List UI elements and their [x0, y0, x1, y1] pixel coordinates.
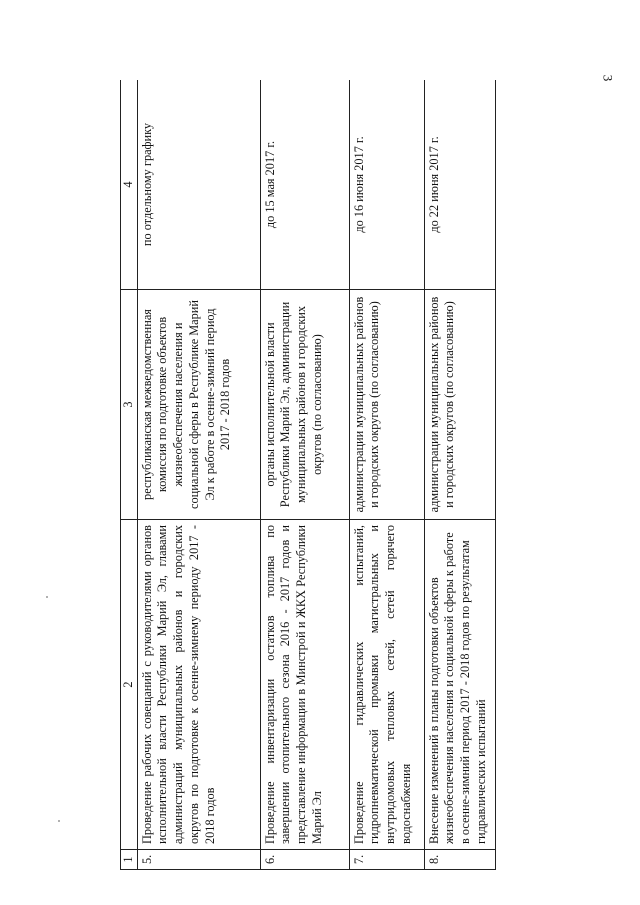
- table-row: [424, 80, 495, 870]
- table-row: [137, 80, 260, 870]
- row-deadline: до 16 июня 2017 г.: [349, 80, 424, 290]
- row-deadline: до 22 июня 2017 г.: [424, 80, 495, 290]
- row-responsible: республиканская межведомственная комиссия по подготовке объектов жизнеобеспечения населения и социальной сферы в Республике Марий Эл к работе в осенне-зимний период 2017 - 2018 годов: [137, 290, 260, 520]
- row-number: 6.: [260, 850, 349, 870]
- column-header-responsible: 3: [121, 290, 138, 520]
- page-number: 3: [599, 74, 615, 82]
- measures-table: [120, 80, 496, 870]
- row-number: 5.: [137, 850, 260, 870]
- row-measure: Проведение гидравлических испытаний, гидропневматической промывки магистральных и внутридомовых тепловых сетей, сетей горячего водоснабжения: [349, 520, 424, 850]
- rotated-content: [120, 80, 520, 870]
- table-row: [349, 80, 424, 870]
- row-number: 7.: [349, 850, 424, 870]
- row-responsible: администрации муниципальных районов и городских округов (по согласованию): [424, 290, 495, 520]
- table-row: [260, 80, 349, 870]
- row-measure: Внесение изменений в планы подготовки объектов жизнеобеспечения населения и социальной сферы к работе в осенне-зимний период 2017 - 2018 годов по результатам гидравлических испытаний: [424, 520, 495, 850]
- row-number: 8.: [424, 850, 495, 870]
- column-header-number: 1: [121, 850, 138, 870]
- rotated-table-sheet: [120, 80, 520, 870]
- row-responsible: администрации муниципальных районов и городских округов (по согласованию): [349, 290, 424, 520]
- row-measure: Проведение инвентаризации остатков топлива по завершении отопительного сезона 2016 - 2017 годов и представление информации в Минстрой и ЖКХ Республики Марий Эл: [260, 520, 349, 850]
- row-deadline: до 15 мая 2017 г.: [260, 80, 349, 290]
- column-header-measure: 2: [121, 520, 138, 850]
- row-measure: Проведение рабочих совещаний с руководителями органов исполнительной власти Республики Марий Эл, главами администраций муниципальных районов и городских округов по подготовке к осенне-зимнему периоду 2017 - 2018 годов: [137, 520, 260, 850]
- row-deadline: по отдельному графику: [137, 80, 260, 290]
- column-header-deadline: 4: [121, 80, 138, 290]
- scan-speck: [58, 820, 60, 822]
- table-header-row: [121, 80, 138, 870]
- row-responsible: органы исполнительной власти Республики Марий Эл, администрации муниципальных районов и городских округов (по согласованию): [260, 290, 349, 520]
- scan-speck: [46, 596, 48, 598]
